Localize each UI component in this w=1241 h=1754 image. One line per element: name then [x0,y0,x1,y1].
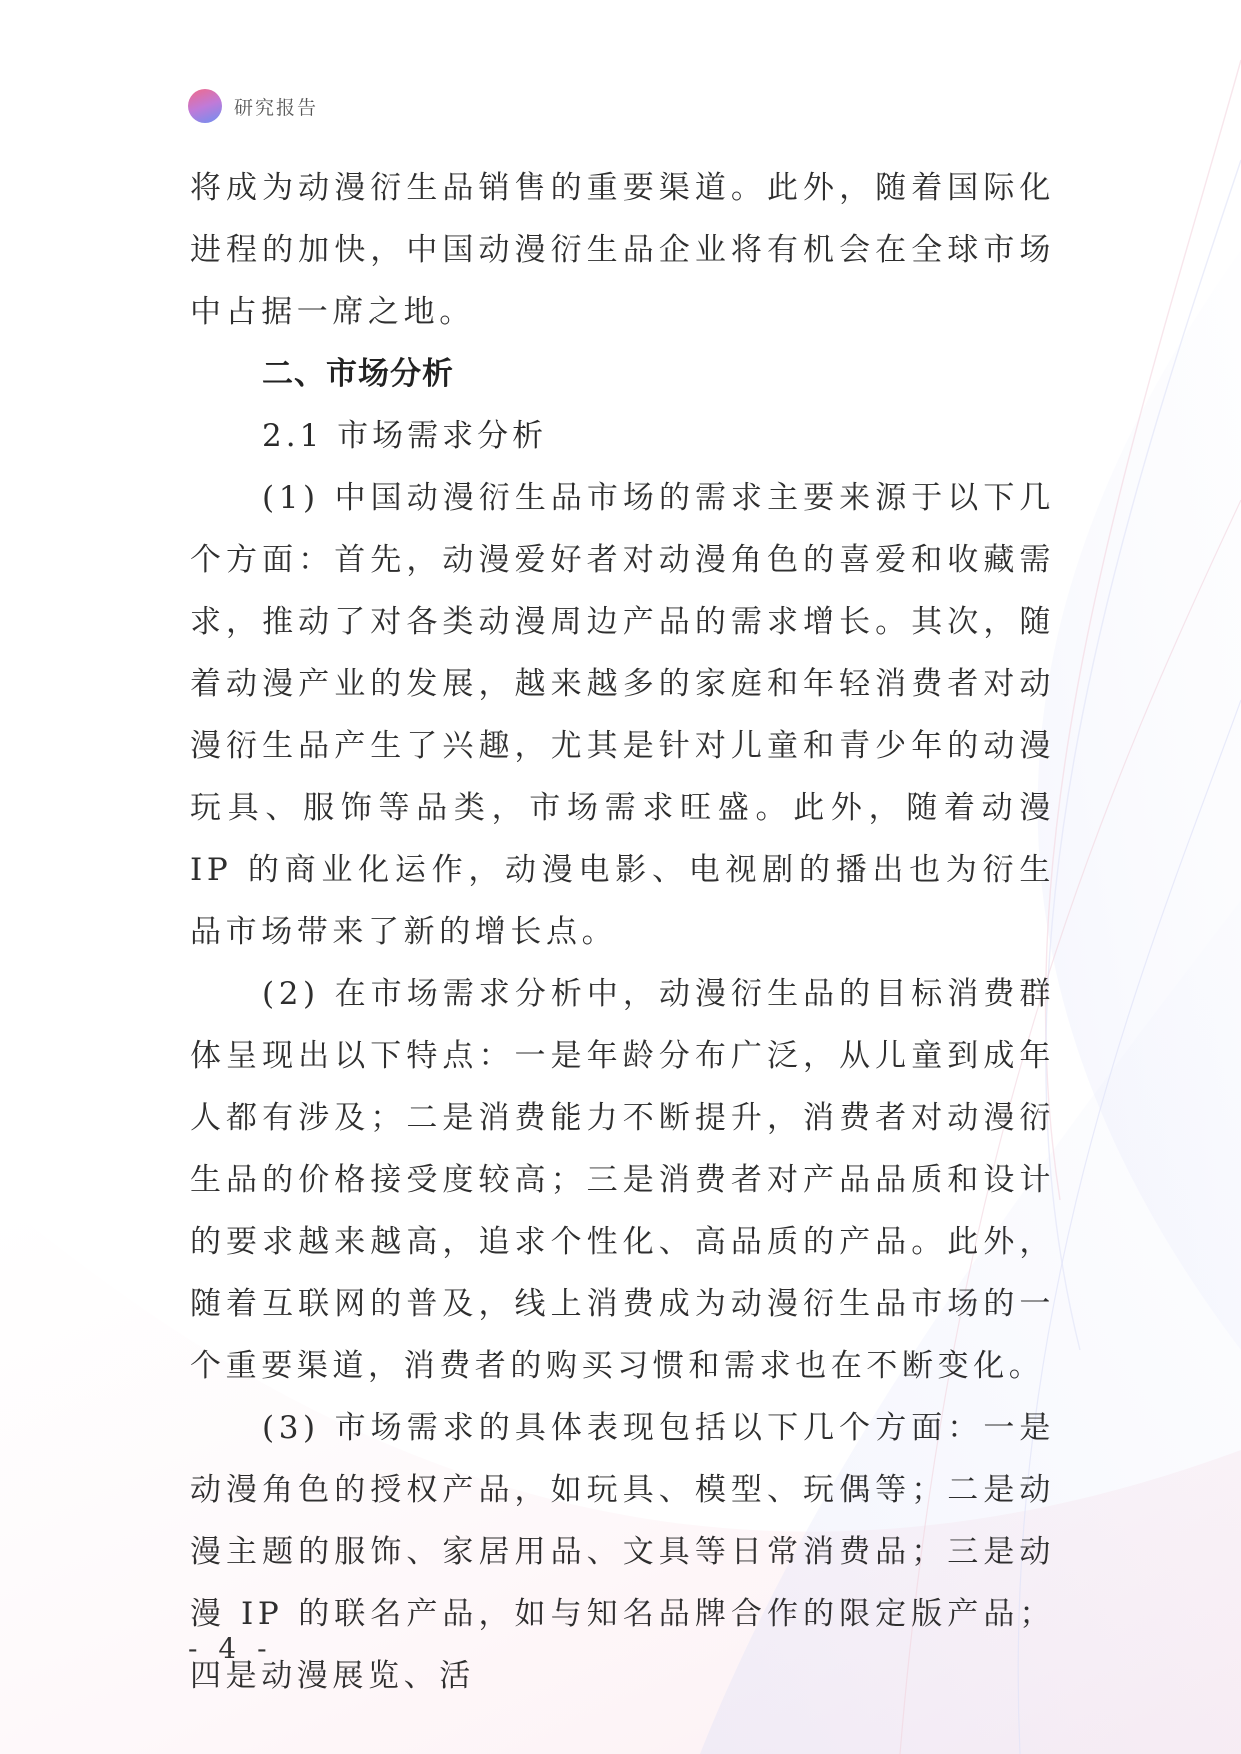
section-heading: 二、市场分析 [262,356,454,392]
page-number: - 4 - [188,1632,273,1665]
paragraph-1: (1) 中国动漫衍生品市场的需求主要来源于以下几个方面：首先，动漫爱好者对动漫角色的喜爱和收藏需求，推动了对各类动漫周边产品的需求增长。其次，随着动漫产业的发展，越来越多的家庭和年轻消费者对动漫衍生品产生了兴趣，尤其是针对儿童和青少年的动漫玩具、服饰等品类，市场需求旺盛。此外，随着动漫 IP 的商业化运作，动漫电影、电视剧的播出也为衍生品市场带来了新的增长点。 [190,480,1055,950]
logo-icon [188,89,222,123]
paragraph-2: (2) 在市场需求分析中，动漫衍生品的目标消费群体呈现出以下特点：一是年龄分布广泛，从儿童到成年人都有涉及；二是消费能力不断提升，消费者对动漫衍生品的价格接受度较高；三是消费者对产品品质和设计的要求越来越高，追求个性化、高品质的产品。此外，随着互联网的普及，线上消费成为动漫衍生品市场的一个重要渠道，消费者的购买习惯和需求也在不断变化。 [190,976,1055,1384]
document-header [188,88,318,124]
paragraph-3: (3) 市场需求的具体表现包括以下几个方面：一是动漫角色的授权产品，如玩具、模型、玩偶等；二是动漫主题的服饰、家居用品、文具等日常消费品；三是动漫 IP 的联名产品，如与知名品牌合作的限定版产品；四是动漫展览、活 [190,1410,1055,1694]
paragraph-intro: 将成为动漫衍生品销售的重要渠道。此外，随着国际化进程的加快，中国动漫衍生品企业将有机会在全球市场中占据一席之地。 [190,170,1055,330]
header-title: 研究报告 [234,96,319,119]
document-body [190,157,1055,1707]
subsection-heading: 2.1 市场需求分析 [262,418,548,454]
